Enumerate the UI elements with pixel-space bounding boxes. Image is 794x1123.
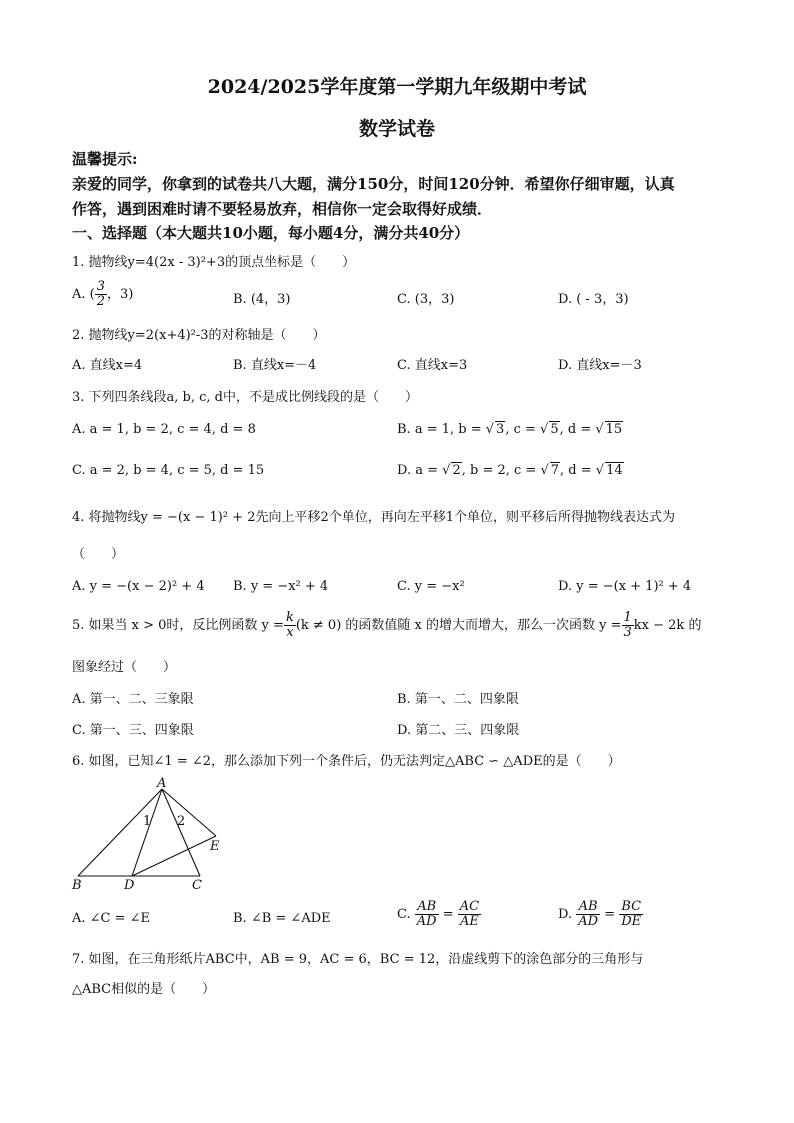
q3-d-root2: 7: [550, 463, 560, 478]
notice-line-2: 作答，遇到困难时请不要轻易放弃，相信你一定会取得好成绩．: [72, 200, 493, 218]
q6-c-frac2: [458, 900, 481, 929]
q6-option-a[interactable]: A. ∠C = ∠E: [72, 911, 151, 926]
q6-d-d2: DE: [621, 914, 642, 929]
q5-frac-1-3: [622, 611, 634, 640]
segment-ad: [132, 789, 162, 876]
q7-stem-line2: △ABC相似的是（ ）: [72, 982, 216, 997]
q5-stem-c: kx − 2k 的: [633, 618, 702, 633]
q3-option-c[interactable]: C. a = 2, b = 4, c = 5, d = 15: [72, 463, 265, 478]
q6-c-n1: AB: [415, 900, 439, 915]
segment-ac: [162, 789, 200, 876]
q1-a-fraction: [95, 280, 107, 309]
q7-stem: 7. 如图，在三角形纸片ABC中，AB = 9，AC = 6，BC = 12，沿虚线剪下的涂色部分的三角形与: [72, 952, 644, 967]
q4-option-a[interactable]: A. y = −(x − 2)² + 4: [72, 579, 205, 594]
exam-subtitle: 数学试卷: [358, 118, 435, 140]
q5-stem-a: 5. 如果当 x > 0时，反比例函数 y =: [72, 618, 284, 633]
section-heading: 一、选择题（本大题共10小题，每小题4分，满分共40分）: [72, 224, 470, 242]
q5-frac2-den: 3: [623, 625, 632, 640]
q5-frac-k-x: [284, 611, 296, 640]
q6-d-eq: =: [604, 907, 616, 922]
q5-stem-b: (k ≠ 0) 的函数值随 x 的增大而增大，那么一次函数 y =: [295, 618, 622, 633]
q5-stem-line2: 图象经过（ ）: [72, 660, 177, 675]
q5-option-a[interactable]: A. 第一、二、三象限: [72, 692, 194, 707]
q6-c-n2: AC: [459, 899, 480, 914]
label-e: E: [210, 839, 220, 854]
q6-c-eq: =: [442, 907, 454, 922]
q1-a-suffix: ，3): [107, 287, 134, 302]
q3-b-mid2: , d =: [559, 422, 596, 437]
q5-frac1-den: x: [286, 625, 294, 640]
label-angle-1: 1: [143, 814, 152, 829]
q6-d-n1: AB: [576, 900, 600, 915]
q3-b-root2: 5: [550, 422, 559, 437]
q4-stem: 4. 将抛物线y = −(x − 1)² + 2先向上平移2个单位，再向左平移1个单位，则平移后所得抛物线表达式为: [72, 510, 676, 525]
q3-b-root1: 3: [496, 422, 505, 437]
q5-option-c[interactable]: C. 第一、三、四象限: [72, 723, 194, 738]
notice-label: 温馨提示:: [72, 150, 138, 168]
q5-option-d[interactable]: D. 第二、三、四象限: [397, 723, 520, 738]
q6-d-n2: BC: [619, 900, 643, 915]
q3-d-mid1: , b = 2, c =: [461, 463, 541, 478]
q1-option-a[interactable]: [72, 280, 133, 309]
q1-a-den: 2: [96, 294, 106, 309]
q2-option-d[interactable]: D. 直线x=－3: [558, 358, 642, 373]
label-c: C: [192, 878, 202, 893]
q6-option-c[interactable]: [397, 900, 481, 929]
q3-d-root3: 14: [606, 463, 623, 478]
q5-stem: [72, 611, 701, 640]
q6-d-frac1: [576, 900, 600, 929]
q2-stem: 2. 抛物线y=2(x+4)²-3的对称轴是（ ）: [72, 328, 326, 343]
q2-option-a[interactable]: A. 直线x=4: [72, 358, 143, 373]
q3-d-mid2: , d =: [560, 463, 596, 478]
q6-option-b[interactable]: B. ∠B = ∠ADE: [233, 911, 331, 926]
q1-a-num: 3: [96, 279, 106, 294]
q6-option-d[interactable]: [558, 900, 643, 929]
label-angle-2: 2: [177, 814, 186, 829]
q1-a-prefix: A. (: [72, 287, 95, 302]
q3-option-d[interactable]: D. a = √ 2, b = 2, c = √ 7, d = √ 14: [397, 463, 623, 478]
label-a: A: [157, 776, 167, 791]
segment-de: [132, 836, 216, 876]
q6-c-d1: AD: [416, 914, 437, 929]
q2-option-b[interactable]: B. 直线x=－4: [233, 358, 317, 373]
q1-stem: 1. 抛物线y=4(2x - 3)²+3的顶点坐标是（ ）: [72, 255, 356, 270]
q4-paren: （ ）: [72, 547, 125, 562]
q6-d-frac2: [619, 900, 643, 929]
segment-ab: [78, 789, 162, 876]
q6-d-d1: AD: [578, 914, 599, 929]
q3-b-mid1: , c =: [505, 422, 541, 437]
q6-c-frac1: [415, 900, 439, 929]
q3-b-prefix: B. a = 1, b =: [397, 422, 486, 437]
q6-c-prefix: C.: [397, 907, 411, 922]
exam-title: 2024/2025学年度第一学期九年级期中考试: [207, 76, 587, 98]
q3-b-root3: 15: [605, 422, 623, 437]
q6-triangle-figure: [70, 776, 240, 894]
q5-option-b[interactable]: B. 第一、二、四象限: [397, 692, 519, 707]
q4-option-d[interactable]: D. y = −(x + 1)² + 4: [558, 579, 692, 594]
q4-option-c[interactable]: C. y = −x²: [397, 579, 465, 594]
q1-option-d[interactable]: D. ( - 3，3): [558, 292, 629, 307]
q1-option-b[interactable]: B. (4，3): [233, 292, 291, 307]
notice-line-1: 亲爱的同学，你拿到的试卷共八大题，满分150分，时间120分钟．希望你仔细审题，认真: [72, 175, 675, 193]
q3-stem: 3. 下列四条线段a, b, c, d中，不是成比例线段的是（ ）: [72, 390, 419, 405]
q3-option-b[interactable]: B. a = 1, b = √ 3, c = √ 5, d = √ 15: [397, 422, 623, 437]
q6-stem: 6. 如图，已知∠1 = ∠2，那么添加下列一个条件后，仍无法判定△ABC ∽ △ADE的是（ ）: [72, 754, 621, 769]
segment-ae: [162, 789, 216, 836]
q5-frac2-num: 1: [623, 610, 632, 625]
q3-d-root1: 2: [452, 463, 461, 478]
q4-option-b[interactable]: B. y = −x² + 4: [233, 579, 329, 594]
q1-option-c[interactable]: C. (3，3): [397, 292, 455, 307]
q6-d-prefix: D.: [558, 907, 573, 922]
q2-option-c[interactable]: C. 直线x=3: [397, 358, 468, 373]
q5-frac1-num: k: [285, 610, 294, 625]
q6-c-d2: AE: [459, 914, 479, 929]
q3-option-a[interactable]: A. a = 1, b = 2, c = 4, d = 8: [72, 422, 256, 437]
label-d: D: [124, 878, 135, 893]
q3-d-prefix: D. a =: [397, 463, 443, 478]
label-b: B: [72, 878, 82, 893]
